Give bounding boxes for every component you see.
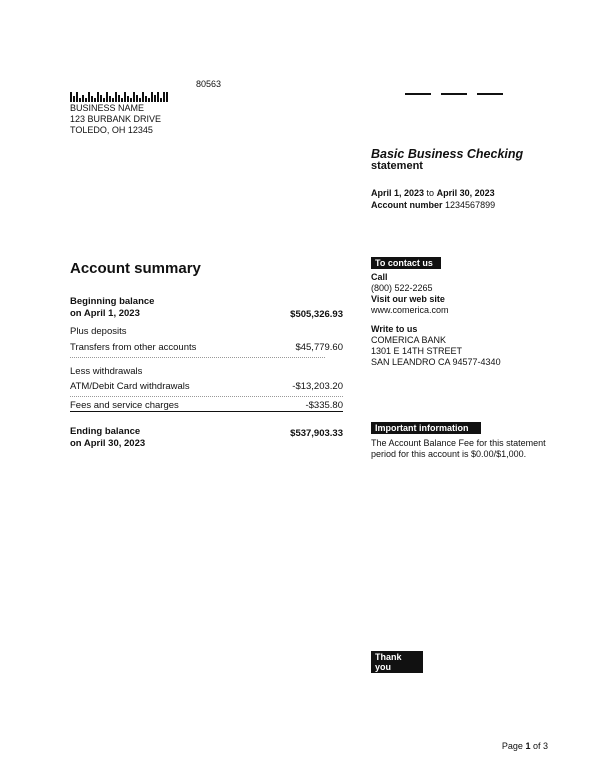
fees-label: Fees and service charges: [70, 400, 179, 411]
fees-row: [70, 400, 343, 411]
important-info-text: [371, 438, 546, 460]
ending-balance-row: [70, 426, 343, 450]
important-info-line: The Account Balance Fee for this statement: [371, 438, 546, 448]
atm-withdrawals-label: ATM/Debit Card withdrawals: [70, 381, 190, 392]
fold-mark: [405, 93, 431, 95]
withdrawals-heading-label: Less withdrawals: [70, 366, 143, 377]
fold-mark: [477, 93, 503, 95]
mailing-address: [70, 103, 161, 136]
beginning-balance-row: [70, 296, 343, 320]
address-line: 123 BURBANK DRIVE: [70, 114, 162, 124]
call-label: Call: [371, 272, 388, 282]
account-number-label: Account number: [371, 200, 443, 210]
statement-title: Basic Business Checking: [371, 147, 524, 161]
beginning-balance-label: Beginning balance: [70, 296, 155, 307]
statement-period: [371, 187, 495, 211]
fees-amount: -$335.80: [305, 400, 343, 411]
transfers-amount: $45,779.60: [295, 342, 343, 353]
contact-badge: To contact us: [371, 257, 441, 269]
period-start: April 1, 2023: [371, 188, 425, 198]
transfers-label: Transfers from other accounts: [70, 342, 197, 353]
barcode: [70, 92, 168, 102]
page-number: 1: [525, 741, 531, 751]
fold-mark: [441, 93, 467, 95]
website-label: Visit our web site: [371, 294, 445, 304]
transfers-row: [70, 342, 343, 353]
thank-you-badge: Thank you: [371, 651, 423, 673]
deposits-heading: [70, 326, 343, 337]
bank-address-line: 1301 E 14TH STREET: [371, 346, 463, 356]
important-info-line: period for this account is $0.00/$1,000.: [371, 449, 527, 459]
beginning-balance-amount: $505,326.93: [290, 309, 343, 320]
write-label: Write to us: [371, 324, 418, 334]
website-link[interactable]: www.comerica.com: [371, 305, 449, 315]
atm-withdrawals-amount: -$13,203.20: [292, 381, 343, 392]
period-end: April 30, 2023: [436, 188, 495, 198]
important-info-badge: Important information: [371, 422, 481, 434]
address-line: BUSINESS NAME: [70, 103, 145, 113]
contact-info: [371, 272, 501, 368]
account-number: 1234567899: [445, 200, 496, 210]
total-rule: [70, 411, 343, 412]
page-total: of 3: [532, 741, 548, 751]
deposits-heading-label: Plus deposits: [70, 326, 127, 337]
address-line: TOLEDO, OH 12345: [70, 125, 153, 135]
atm-withdrawals-row: [70, 381, 343, 392]
bank-address-line: COMERICA BANK: [371, 335, 447, 345]
page-prefix: Page: [501, 741, 523, 751]
document-code: 80563: [196, 79, 222, 89]
period-to: to: [426, 188, 435, 198]
row-divider: [70, 396, 343, 397]
beginning-balance-date: on April 1, 2023: [70, 308, 140, 319]
ending-balance-label: Ending balance: [70, 426, 141, 437]
row-divider: [70, 357, 325, 358]
withdrawals-heading: [70, 366, 343, 377]
ending-balance-amount: $537,903.33: [290, 428, 343, 439]
phone-number: (800) 522-2265: [371, 283, 433, 293]
ending-balance-date: on April 30, 2023: [70, 438, 146, 449]
page-indicator: [502, 741, 548, 751]
account-summary-heading: Account summary: [70, 260, 201, 277]
bank-address-line: SAN LEANDRO CA 94577-4340: [371, 357, 501, 367]
statement-subtitle: statement: [371, 160, 423, 172]
